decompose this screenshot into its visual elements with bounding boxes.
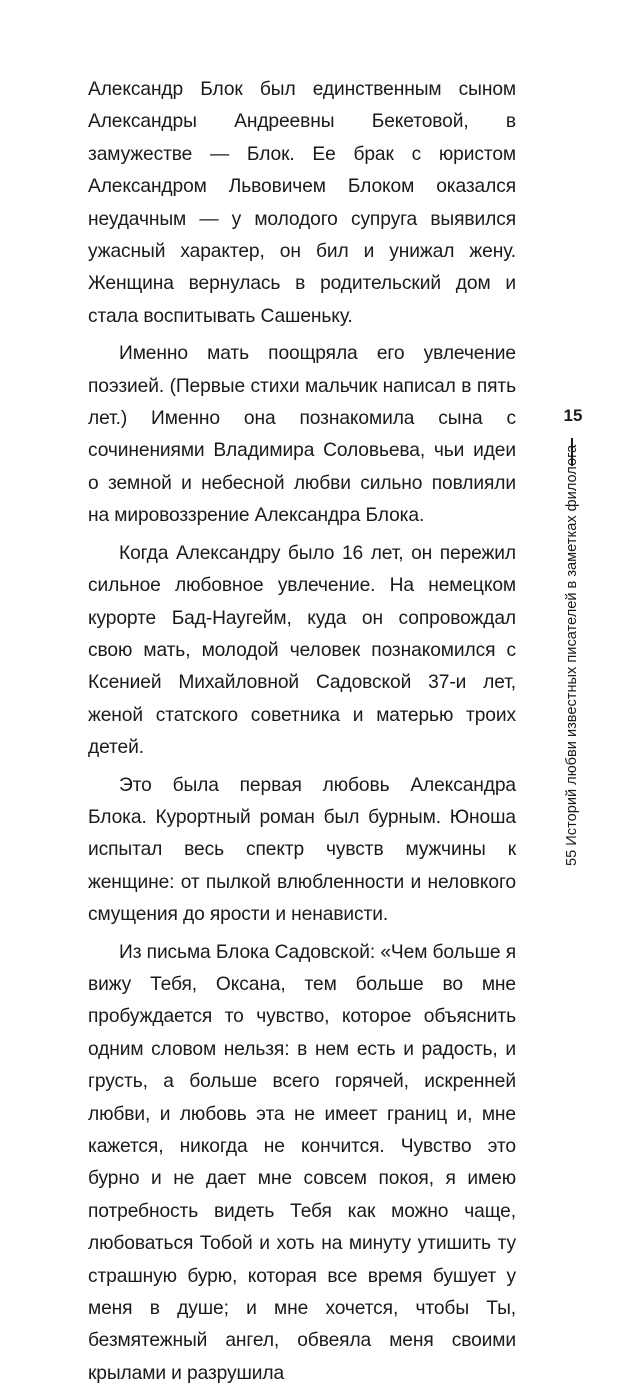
paragraph: Из письма Блока Садовской: «Чем больше я вижу Тебя, Оксана, тем больше во мне пробуждается то чувство, которое объяснить одним словом нельзя: в нем есть и радость, и грусть, а больше всего горячей, искренней любви, и любовь эта не имеет границ и, мне кажется, никогда не кончится. Чувство это бурно и не дает мне совсем покоя, я имею потребность видеть Тебя как можно чаще, любоваться Тобой и хоть на минуту утишить ту страшную бурю, которая все время бушует у меня в душе; и мне хочется, чтобы Ты, безмятежный ангел, обвеяла меня своими крылами и разрушила xyxy=(88,941,516,1384)
paragraph: Александр Блок был единственным сыном Александры Андреевны Бекетовой, в замужестве — Блок. Ее брак с юристом Александром Львовичем Блоком оказался неудачным — у молодого супруга выявился ужасный характер, он бил и унижал жену. Женщина вернулась в родительский дом и стала воспитывать Сашеньку. xyxy=(88,79,516,327)
paragraph: Когда Александру было 16 лет, он пережил сильное любовное увлечение. На немецком курорте Бад-Наугейм, куда он сопровождал свою мать, молодой человек познакомился с Ксенией Михайловной Садовской 37-и лет, женой статского советника и матерью троих детей. xyxy=(88,542,516,759)
running-head: 55 Историй любви известных писателей в заметках филолога xyxy=(564,444,580,866)
page-body-text xyxy=(88,74,516,1395)
paragraph: Именно мать поощряла его увлечение поэзией. (Первые стихи мальчик написал в пять лет.) Именно она познакомила сына с сочинениями Владимира Соловьева, чьи идеи о земной и небесной любви сильно повлияли на мировоззрение Александра Блока. xyxy=(88,343,516,527)
paragraph: Это была первая любовь Александра Блока. Курортный роман был бурным. Юноша испытал весь спектр чувств мужчины к женщине: от пылкой влюбленности и неловкого смущения до ярости и ненависти. xyxy=(88,774,516,926)
page-number: 15 xyxy=(563,406,583,425)
